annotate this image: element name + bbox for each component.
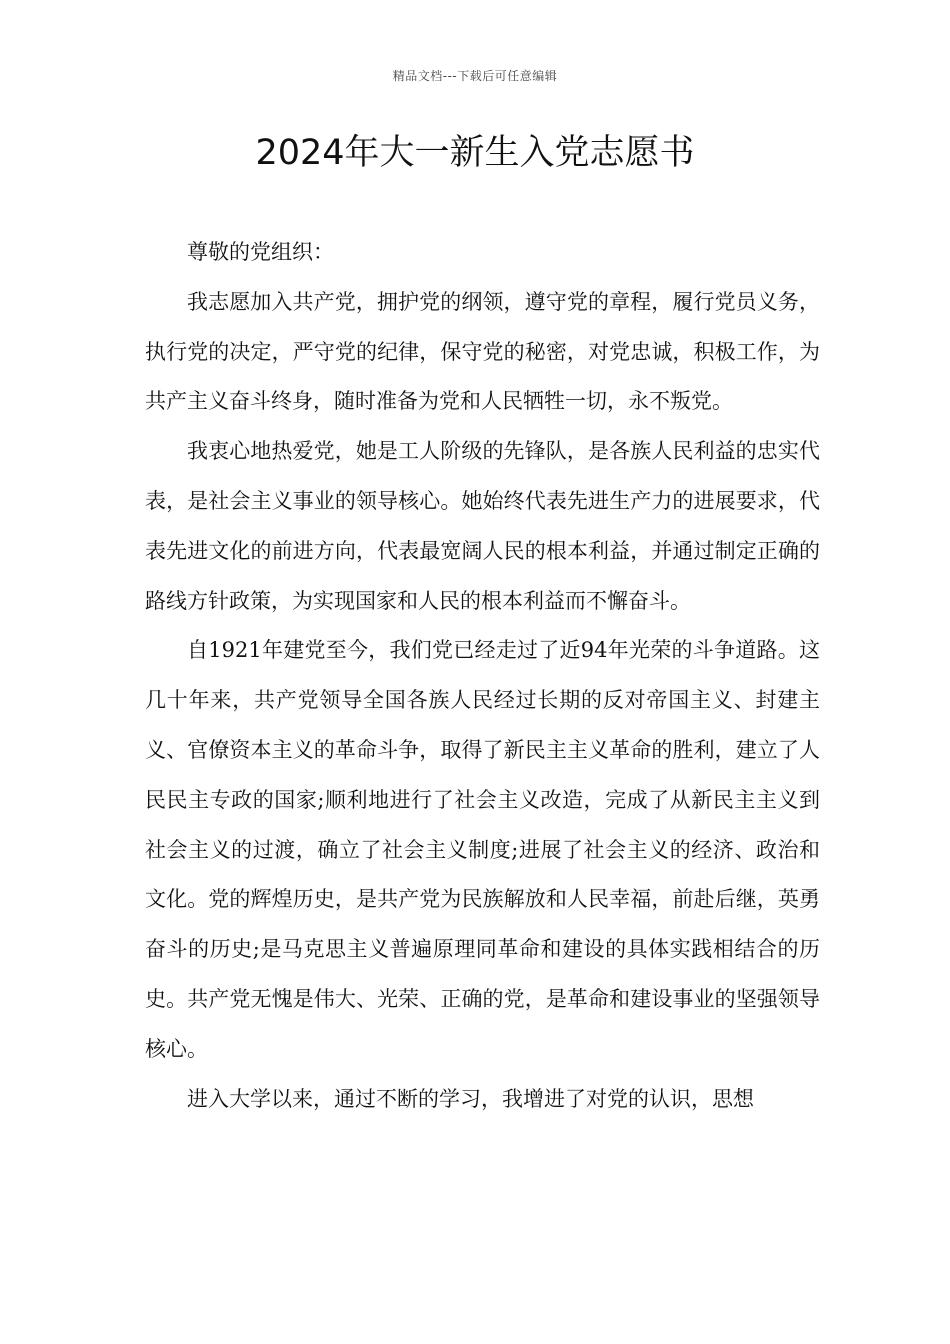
header-note: 精品文档---下载后可任意编辑 bbox=[392, 69, 558, 83]
paragraph: 进入大学以来，通过不断的学习，我增进了对党的认识，思想 bbox=[187, 1086, 754, 1111]
paragraph: 我志愿加入共产党，拥护党的纲领，遵守党的章程，履行党员义务，执行党的决定，严守党的纪律，保守党的秘密，对党忠诚，积极工作，为共产主义奋斗终身，随时准备为党和人民牺牲一切，永不叛党。 bbox=[145, 289, 820, 414]
paragraph: 我衷心地热爱党，她是工人阶级的先锋队，是各族人民利益的忠实代表，是社会主义事业的领导核心。她始终代表先进生产力的进展要求，代表先进文化的前进方向，代表最宽阔人民的根本利益，并通过制定正确的路线方针政策，为实现国家和人民的根本利益而不懈奋斗。 bbox=[145, 439, 820, 613]
page-title: 2024年大一新生入党志愿书 bbox=[255, 133, 695, 173]
paragraph: 自1921年建党至今，我们党已经走过了近94年光荣的斗争道路。这几十年来，共产党领导全国各族人民经过长期的反对帝国主义、封建主义、官僚资本主义的革命斗争，取得了新民主主义革命的胜利，建立了人民民主专政的国家;顺利地进行了社会主义改造，完成了从新民主主义到社会主义的过渡，确立了社会主义制度;进展了社会主义的经济、政治和文化。党的辉煌历史，是共产党为民族解放和人民幸福，前赴后继，英勇奋斗的历史;是马克思主义普遍原理同革命和建设的具体实践相结合的历史。共产党无愧是伟大、光荣、正确的党，是革命和建设事业的坚强领导核心。 bbox=[145, 638, 820, 1061]
document-body bbox=[145, 228, 820, 1124]
salutation: 尊敬的党组织： bbox=[187, 240, 334, 264]
